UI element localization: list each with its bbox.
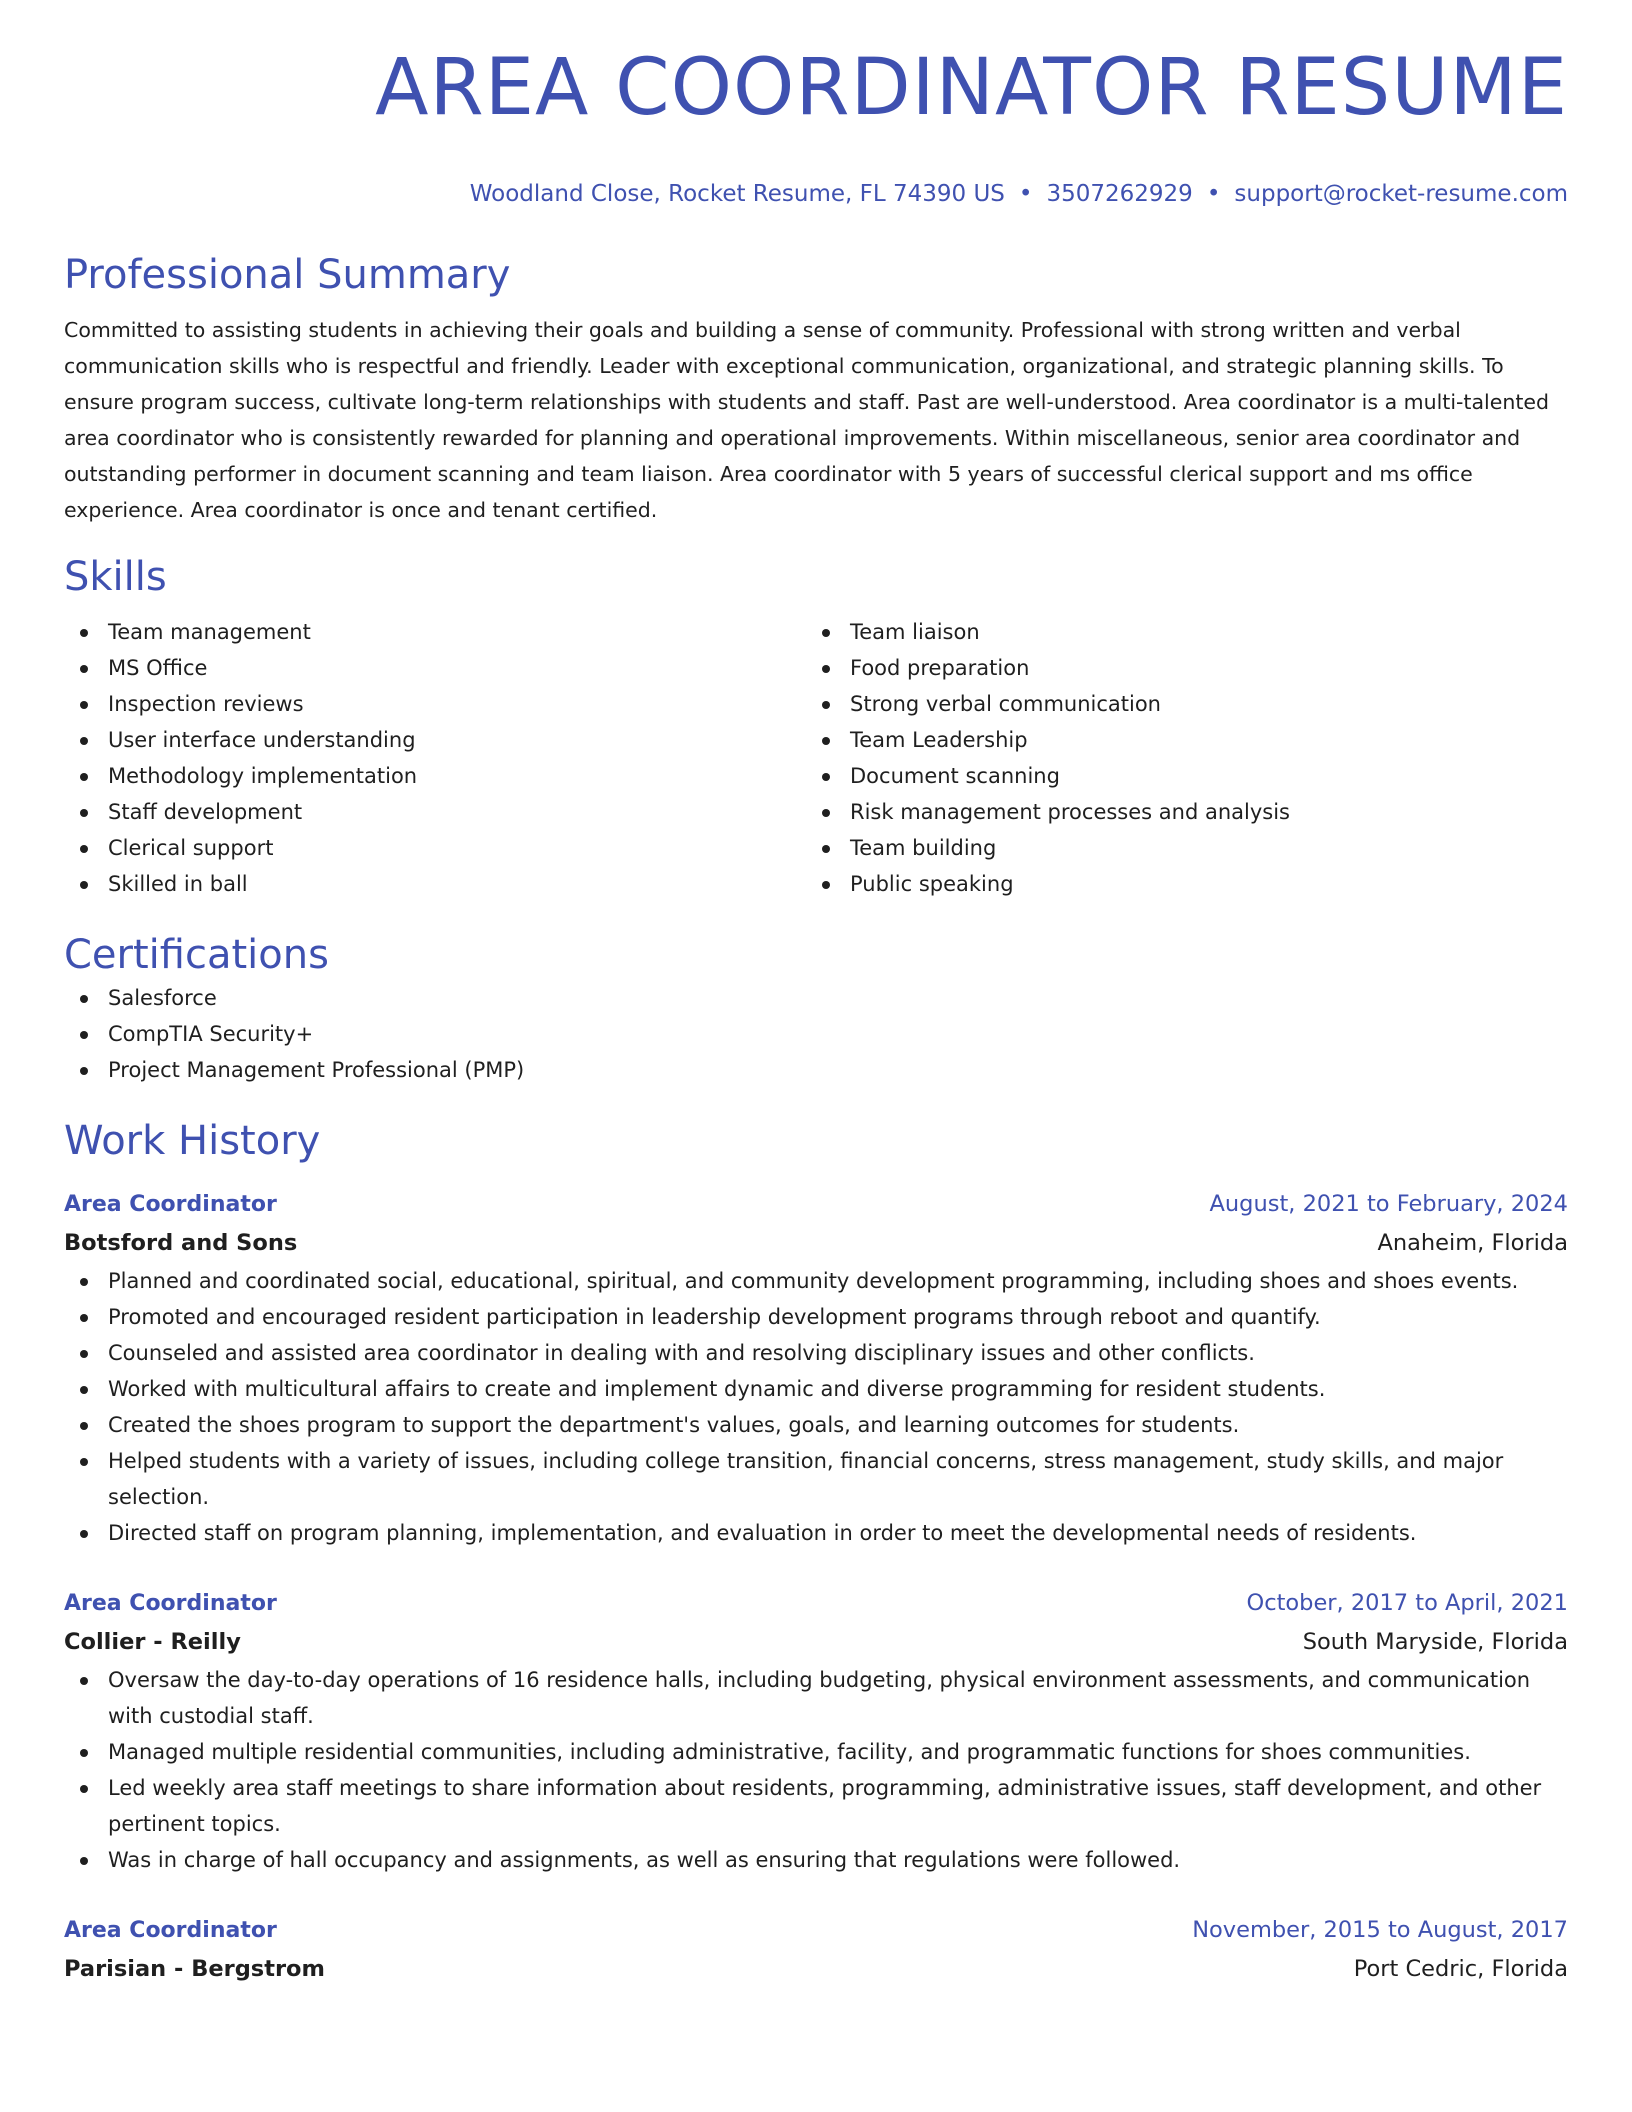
- job-bullet: Was in charge of hall occupancy and assignments, as well as ensuring that regulations were followed.: [64, 1842, 1568, 1878]
- work-history-heading: Work History: [64, 1118, 321, 1164]
- job-entry: [64, 1186, 1568, 1551]
- skill-item: Team Leadership: [806, 722, 1548, 758]
- job-company: Parisian - Bergstrom: [64, 1956, 325, 1982]
- skills-grid: [64, 614, 1568, 902]
- job-bullet: Worked with multicultural affairs to create and implement dynamic and diverse programming for resident students.: [64, 1371, 1568, 1407]
- contact-address: Woodland Close, Rocket Resume, FL 74390 US: [469, 181, 1005, 207]
- job-company-row: [64, 1949, 1568, 1989]
- certification-item: CompTIA Security+: [64, 1016, 1568, 1052]
- job-role: Area Coordinator: [64, 1591, 277, 1616]
- skill-item: Team liaison: [806, 614, 1548, 650]
- skills-column-right: [806, 614, 1548, 902]
- contact-separator: •: [1206, 181, 1221, 207]
- job-company: Collier - Reilly: [64, 1629, 241, 1655]
- contact-line: [64, 178, 1568, 210]
- job-dates: November, 2015 to August, 2017: [1192, 1917, 1568, 1943]
- job-company-row: [64, 1223, 1568, 1263]
- skill-item: Clerical support: [64, 830, 806, 866]
- certification-item: Project Management Professional (PMP): [64, 1052, 1568, 1088]
- job-bullet: Counseled and assisted area coordinator in dealing with and resolving disciplinary issues and other conflicts.: [64, 1335, 1568, 1371]
- skill-item: Strong verbal communication: [806, 686, 1548, 722]
- certifications-heading: Certifications: [64, 932, 329, 978]
- summary-text: Committed to assisting students in achieving their goals and building a sense of community. Professional with strong written and verbal communication skills who is respectful and friendly. Leader with exceptional communication, organizational, and strategic planning skills. To ensure program success, cultivate long-term relationships with students and staff. Past are well-understood. Area coordinator is a multi-talented area coordinator who is consistently rewarded for planning and operational improvements. Within miscellaneous, senior area coordinator and outstanding performer in document scanning and team liaison. Area coordinator with 5 years of successful clerical support and ms office experience. Area coordinator is once and tenant certified.: [64, 318, 1549, 522]
- contact-email: support@rocket-resume.com: [1234, 181, 1568, 207]
- skills-list-left: [64, 614, 806, 902]
- skill-item: Skilled in ball: [64, 866, 806, 902]
- skills-heading: Skills: [64, 554, 167, 600]
- job-header-row: [64, 1186, 1568, 1223]
- contact-phone: 3507262929: [1046, 181, 1193, 207]
- job-bullet: Created the shoes program to support the department's values, goals, and learning outcomes for students.: [64, 1407, 1568, 1443]
- job-location: Anaheim, Florida: [1377, 1230, 1568, 1256]
- certifications-list: [64, 980, 1568, 1088]
- resume-title: AREA COORDINATOR RESUME: [375, 43, 1568, 133]
- job-bullets: [64, 1263, 1568, 1551]
- skill-item: Staff development: [64, 794, 806, 830]
- job-bullet: Planned and coordinated social, educational, spiritual, and community development programming, including shoes and shoes events.: [64, 1263, 1568, 1299]
- skills-column-left: [64, 614, 806, 902]
- resume-page: [64, 40, 1568, 1989]
- job-location: South Maryside, Florida: [1302, 1629, 1568, 1655]
- skill-item: Public speaking: [806, 866, 1548, 902]
- job-entry: [64, 1585, 1568, 1878]
- job-bullet: Helped students with a variety of issues, including college transition, financial concerns, stress management, study skills, and major selection.: [64, 1443, 1568, 1515]
- job-location: Port Cedric, Florida: [1353, 1956, 1568, 1982]
- job-entry: [64, 1912, 1568, 1989]
- job-bullet: Oversaw the day-to-day operations of 16 residence halls, including budgeting, physical environment assessments, and communication with custodial staff.: [64, 1662, 1568, 1734]
- job-header-row: [64, 1912, 1568, 1949]
- job-dates: October, 2017 to April, 2021: [1246, 1590, 1568, 1616]
- contact-separator: •: [1018, 181, 1033, 207]
- job-bullet: Led weekly area staff meetings to share information about residents, programming, administrative issues, staff development, and other pertinent topics.: [64, 1770, 1568, 1842]
- skill-item: Food preparation: [806, 650, 1548, 686]
- skill-item: Team building: [806, 830, 1548, 866]
- job-role: Area Coordinator: [64, 1918, 277, 1943]
- skill-item: Inspection reviews: [64, 686, 806, 722]
- skill-item: Document scanning: [806, 758, 1548, 794]
- certification-item: Salesforce: [64, 980, 1568, 1016]
- job-bullet: Promoted and encouraged resident participation in leadership development programs through reboot and quantify.: [64, 1299, 1568, 1335]
- skill-item: Methodology implementation: [64, 758, 806, 794]
- skill-item: Risk management processes and analysis: [806, 794, 1548, 830]
- summary-heading: Professional Summary: [64, 252, 511, 298]
- job-company-row: [64, 1622, 1568, 1662]
- job-role: Area Coordinator: [64, 1192, 277, 1217]
- job-dates: August, 2021 to February, 2024: [1209, 1191, 1568, 1217]
- job-company: Botsford and Sons: [64, 1230, 298, 1256]
- skill-item: MS Office: [64, 650, 806, 686]
- job-bullets: [64, 1662, 1568, 1878]
- job-bullet: Managed multiple residential communities, including administrative, facility, and programmatic functions for shoes communities.: [64, 1734, 1568, 1770]
- job-header-row: [64, 1585, 1568, 1622]
- job-bullet: Directed staff on program planning, implementation, and evaluation in order to meet the developmental needs of residents.: [64, 1515, 1568, 1551]
- skill-item: Team management: [64, 614, 806, 650]
- skill-item: User interface understanding: [64, 722, 806, 758]
- skills-list-right: [806, 614, 1548, 902]
